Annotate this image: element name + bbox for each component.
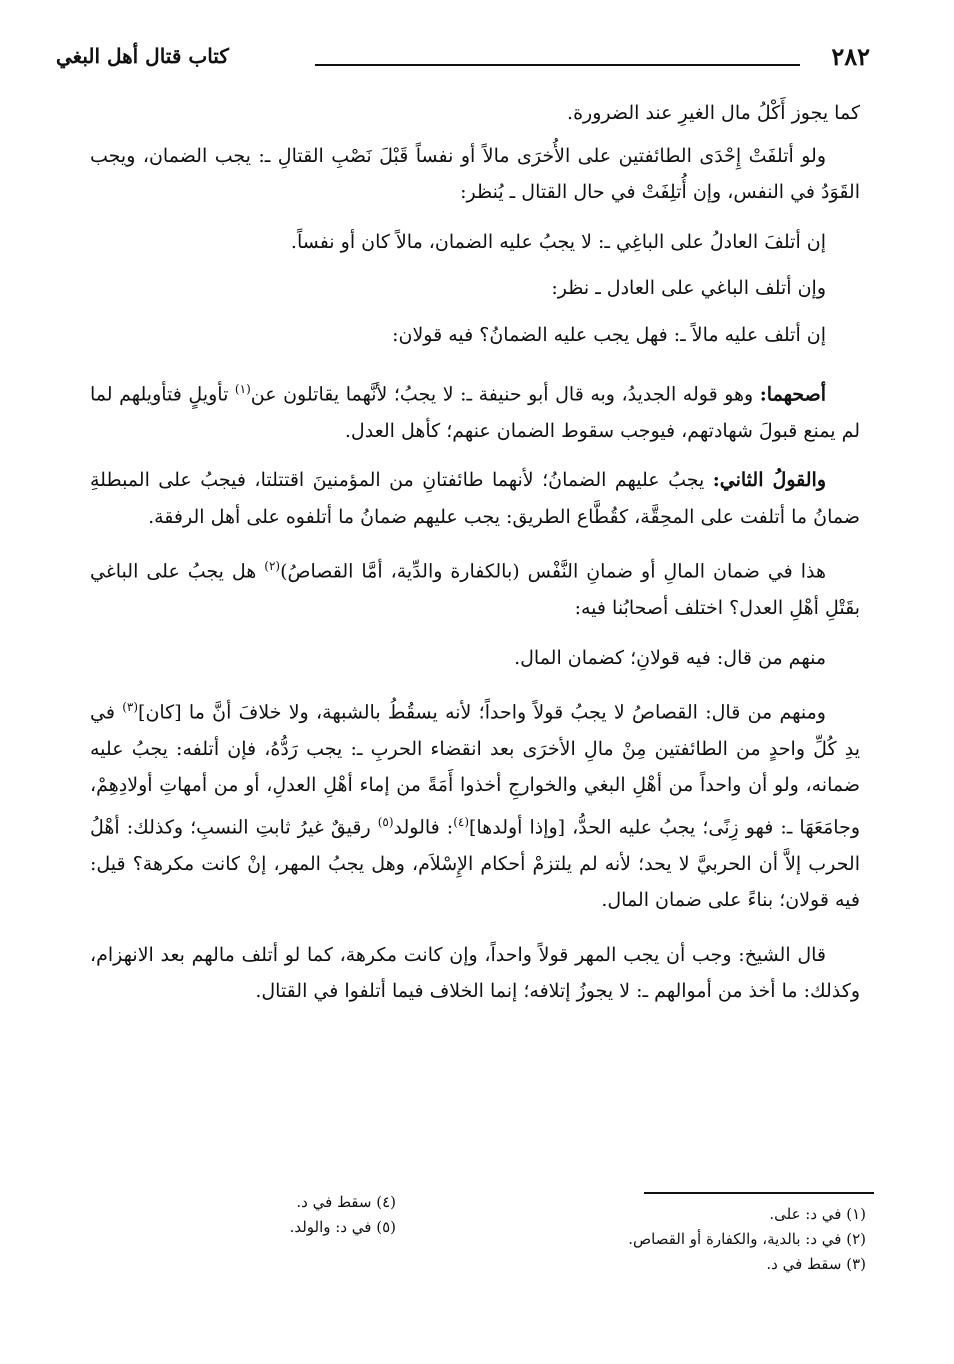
paragraph-text: رقيقٌ غيرُ ثابتِ النسبِ؛ وكذلك: أهْلُ الحرب إلاَّ أن الحربيَّ لا يحد؛ لأنه لم يلتزمْ أحكام الإِسْلاَم، وهل يجبُ المهر، إنْ كانت مكرهة؟ قيل: فيه قولان؛ بناءً على ضمان المال. [90,816,861,912]
paragraph-text: ومنهم من قال: القصاصُ لا يجبُ قولاً واحداً؛ لأنه يسقُطُ بالشبهة، ولا خلافَ أنَّ ما [كان] [138,701,826,724]
paragraph-9 [90,640,860,677]
paragraph-7 [90,462,860,535]
footnote-ref: (٢) [264,559,281,574]
paragraph-text: : فالولد [393,816,454,839]
footnotes-left-column [96,1190,396,1240]
paragraph-text: إن أتلف عليه مالاً ـ: فهل يجب عليه الضمانُ؟ فيه قولان: [392,323,826,346]
paragraph-4 [90,270,860,307]
paragraph-text: منهم من قال: فيه قولانِ؛ كضمان المال. [514,646,826,669]
paragraph-text: ولو أتلفَتْ إِحْدَى الطائفتين على الأُخرَى مالاً أو نفساً قَبْلَ نَصْبِ القتالِ ـ: يجب الضمان، ويجب القَوَدُ في النفس، وإن أُتلِفَتْ في حال القتال ـ يُنظر: [90,144,860,203]
footnote-ref: (٥) [377,814,394,829]
paragraph-text: وهو قوله الجديدُ، وبه قال أبو حنيفة ـ: لا يجبُ؛ لأنَّهما يقاتلون عن [250,383,760,406]
footnote-ref: (٣) [122,700,139,715]
footnote-ref: (٤) [453,814,470,829]
paragraph-11 [90,937,860,1010]
paragraph-3 [90,224,860,261]
paragraph-text: تأويلٍ فتأويلهم لما لم يمنع قبولَ شهادتهم، فيوجب سقوط الضمان عنهم؛ كأهل العدل. [90,383,860,442]
footnotes-right-column [446,1202,866,1277]
paragraph-6 [90,371,860,449]
page-number: ٢٨٢ [831,42,870,71]
paragraph-text: هذا في ضمان المالِ أو ضمانِ النَّفْس (بالكفارة والدِّية، أمَّا القصاصُ) [280,560,826,583]
paragraph-5 [90,317,860,354]
main-text [90,95,860,1023]
paragraph-1 [90,95,860,132]
footnote-rule [644,1192,874,1194]
page-header [50,34,880,78]
paragraph-8 [90,548,860,626]
running-title: كتاب قتال أهل البغي [56,44,229,68]
footnote-4: (٤) سقط في د. [296,1193,396,1211]
paragraph-text: إن أتلفَ العادلُ على الباغِي ـ: لا يجبُ عليه الضمان، مالاً كان أو نفساً. [290,230,826,253]
footnote-5: (٥) في د: والولد. [289,1218,396,1236]
paragraph-text: هل يجبُ على الباغي بقَتْلِ أهْلِ العدل؟ اختلف أصحابُنا فيه: [90,560,860,620]
paragraph-text: كما يجوز أَكْلُ مال الغيرِ عند الضرورة. [567,102,860,124]
paragraph-2 [90,138,860,211]
paragraph-text: يجبُ عليهم الضمانُ؛ لأنهما طائفتانِ من المؤمنينَ اقتتلتا، فيجبُ على المبطلةِ ضمانُ ما أتلفت على المحِقَّة، كقُطَّاع الطريق: يجب عليهم ضمانُ ما أتلفوه على أهل الرفقة. [90,469,860,528]
footnote-1: (١) في د: على. [769,1205,866,1223]
footnote-2: (٢) في د: بالدية، والكفارة أو القصاص. [628,1230,866,1248]
footnote-3: (٣) سقط في د. [766,1255,866,1273]
paragraph-text: قال الشيخ: وجب أن يجب المهر قولاً واحداً، وإن كانت مكرهة، كما لو أتلف مالهم بعد الانهزام، وكذلك: ما أخذ من أموالهم ـ: لا يجوزُ إتلافه؛ إنما الخلاف فيما أتلفوا في القتال. [90,943,860,1003]
paragraph-text: وإن أتلف الباغي على العادل ـ نظر: [551,277,826,299]
paragraph-lead: والقولُ الثاني: [712,469,826,492]
paragraph-10 [90,689,860,919]
paragraph-text: في يدِ كُلِّ واحدٍ من الطائفتين مِنْ مالِ الأخرَى بعد انقضاء الحربِ ـ: يجب رَدُّهُ، فإن أتلفه: يجبُ عليه ضمانه، ولو أن واحداً من أهْلِ البغي والخوارجِ أخذوا أَمَةً من إماء أهْلِ العدلِ، أو من أمهاتِ أولادِهِمْ، وجامَعَهَا ـ: فهو زِنًى؛ يجبُ عليه الحدُّ، [وإذا أولدها] [90,701,860,839]
paragraph-lead: أصحهما: [759,383,827,406]
header-rule [315,64,800,66]
footnote-ref: (١) [234,382,251,396]
